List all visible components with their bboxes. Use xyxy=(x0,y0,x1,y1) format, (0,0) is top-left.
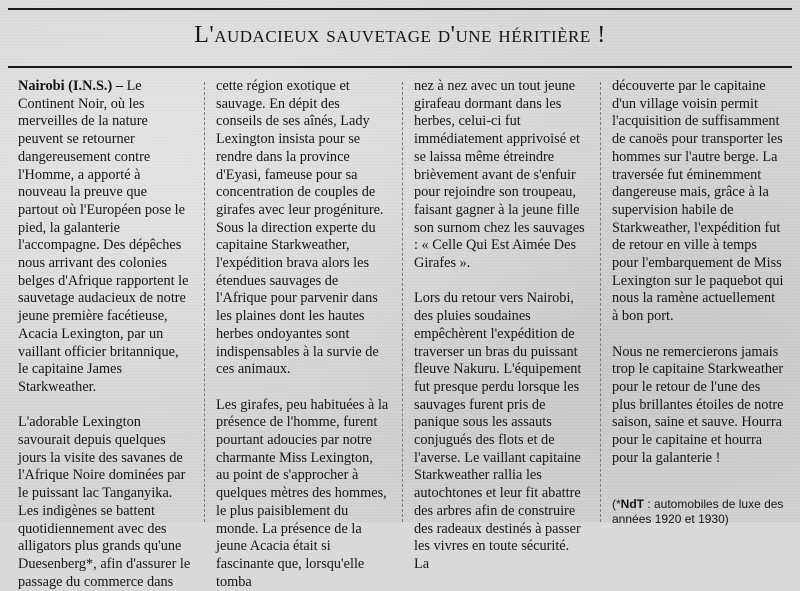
column-4 xyxy=(612,78,785,527)
column-separator xyxy=(204,82,205,522)
note-label: NdT xyxy=(620,497,644,512)
paragraph-text: Le Continent Noir, où les merveilles de la nature peuvent se retourner dangereusement contre l'Homme, a apporté à nouveau la preuve que partout où l'Européen pose le pied, la galanterie l'accompagne. Des dépêches nous arrivant des colonies belges d'Afrique rapportent le sauvetage audacieux de notre jeune première facétieuse, Acacia Lexington, par un vaillant officier britannique, le capitaine James Starkweather. xyxy=(18,78,189,395)
headline-rule xyxy=(8,66,792,68)
paragraph xyxy=(18,78,191,397)
top-rule xyxy=(8,8,792,10)
paragraph: Lors du retour vers Nairobi, des pluies soudaines empêchèrent l'expédition de traverser un bras du puissant fleuve Nakuru. L'équipement fut presque perdu lorsque les sauvages furent pris de panique sous les assauts conjugués des flots et de l'averse. Le vaillant capitaine Starkweather rallia les autochtones et leur fit abattre des arbres afin de construire des radeaux destinés à passer les vivres en toute sécurité. La xyxy=(414,290,582,572)
headline: L'audacieux sauvetage d'une héritière ! xyxy=(194,22,606,48)
paragraph: Nous ne remercierons jamais trop le capitaine Starkweather pour le retour de l'une des plus brillantes étoiles de notre saison, saine et sauve. Hourra pour le capitaine et hourra pour la galanterie ! xyxy=(612,343,784,466)
paragraph: nez à nez avec un tout jeune girafeau dormant dans les herbes, celui-ci fut immédiatement apprivoisé et se laissa même étreindre brièvement avant de s'enfuir pour rejoindre son troupeau, faisant gagner à la jeune fille son surnom chez les sauvages : « Celle Qui Est Aimée Des Girafes ». xyxy=(414,78,585,272)
translator-note xyxy=(612,497,785,527)
note-prefix: (* xyxy=(612,497,621,512)
paragraph: cette région exotique et sauvage. En dépit des conseils de ses aînés, Lady Lexington insista pour se rendre dans la province d'Eyasi, fameuse pour sa concentration de couples de girafes avec leur progéniture. Sous la direction experte du capitaine Starkweather, l'expédition brava alors les étendues sauvages de l'Afrique pour parvenir dans les plaines dont les hautes herbes ondoyantes sont indispensables à la survie de ces animaux. xyxy=(216,78,384,378)
paragraph: Les girafes, peu habituées à la présence de l'homme, furent pourtant adoucies par notre charmante Miss Lexington, au point de s'approcher à quelques mètres des hommes, le plus paisiblement du monde. La présence de la jeune Acacia était si fascinante que, lorsqu'elle tomba xyxy=(216,396,389,590)
dateline: Nairobi (I.N.S.) – xyxy=(18,78,123,94)
column-1 xyxy=(18,78,191,591)
column-2 xyxy=(216,78,389,591)
paragraph: découverte par le capitaine d'un village voisin permit l'acquisition de suffisamment de canoës pour transporter les hommes sur l'autre berge. La traversée fut éminemment dangereuse mais, grâce à la supervision habile de Starkweather, l'expédition fut de retour en ville à temps pour l'embarquement de Miss Lexington sur le paquebot qui nous la ramène actuellement à bon port. xyxy=(612,78,784,325)
column-separator xyxy=(600,82,601,522)
note-text: : automobiles de luxe des années 1920 et 1930) xyxy=(612,497,784,527)
column-separator xyxy=(402,82,403,522)
paragraph: L'adorable Lexington savourait depuis quelques jours la visite des savanes de l'Afrique Noire dominées par le puissant lac Tanganyika. Les indigènes se battent quotidiennement avec des alligators plus grands qu'une Duesenberg*, afin d'assurer le passage du commerce dans xyxy=(18,414,191,590)
column-3 xyxy=(414,78,587,574)
